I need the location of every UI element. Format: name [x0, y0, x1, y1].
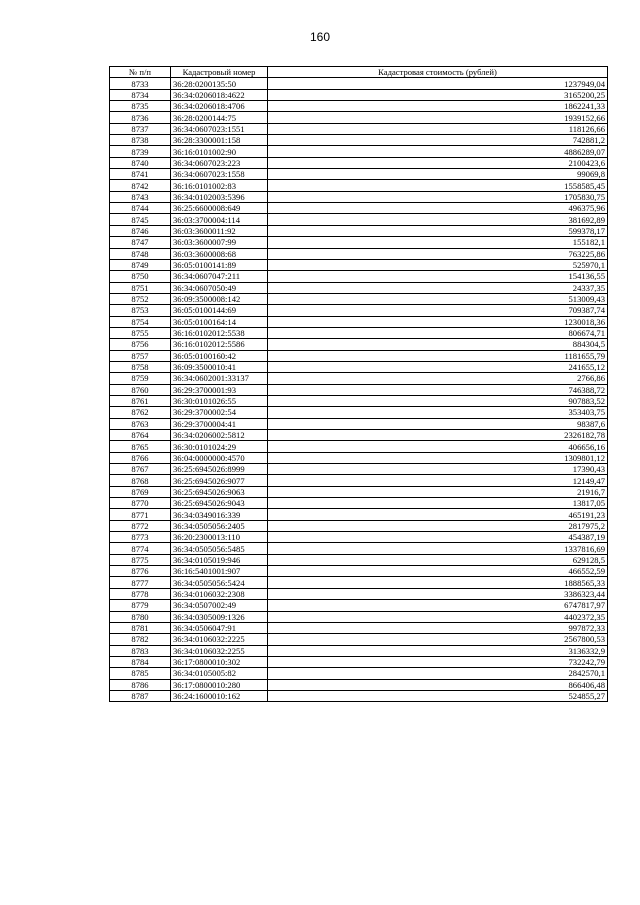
- cadastral-number-cell: 36:34:0505056:2405: [171, 520, 268, 531]
- cadastral-number-cell: 36:03:3600011:92: [171, 225, 268, 236]
- cadastral-value-cell: 599378,17: [268, 225, 608, 236]
- row-number-cell: 8753: [110, 305, 171, 316]
- cadastral-number-cell: 36:25:6600008:649: [171, 203, 268, 214]
- cadastral-number-cell: 36:25:6945026:9077: [171, 475, 268, 486]
- table-row: [110, 543, 608, 554]
- table-row: [110, 554, 608, 565]
- row-number-cell: 8762: [110, 407, 171, 418]
- table-row: [110, 350, 608, 361]
- cadastral-value-cell: 406656,16: [268, 441, 608, 452]
- cadastral-number-cell: 36:28:0200135:50: [171, 78, 268, 89]
- cadastral-number-cell: 36:16:0102012:5538: [171, 327, 268, 338]
- row-number-cell: 8756: [110, 339, 171, 350]
- row-number-cell: 8758: [110, 361, 171, 372]
- table-row: [110, 361, 608, 372]
- cadastral-value-cell: 709387,74: [268, 305, 608, 316]
- cadastral-value-cell: 241655,12: [268, 361, 608, 372]
- table-row: [110, 679, 608, 690]
- cadastral-number-cell: 36:30:0101024:29: [171, 441, 268, 452]
- cadastral-value-cell: 2100423,6: [268, 157, 608, 168]
- cadastral-number-cell: 36:34:0607050:49: [171, 282, 268, 293]
- row-number-cell: 8752: [110, 293, 171, 304]
- cadastral-number-cell: 36:34:0505056:5424: [171, 577, 268, 588]
- table-row: [110, 248, 608, 259]
- row-number-cell: 8780: [110, 611, 171, 622]
- table-row: [110, 112, 608, 123]
- table-row: [110, 373, 608, 384]
- row-number-cell: 8770: [110, 498, 171, 509]
- table-row: [110, 191, 608, 202]
- cadastral-number-cell: 36:34:0506047:91: [171, 622, 268, 633]
- cadastral-value-cell: 1237949,04: [268, 78, 608, 89]
- row-number-cell: 8742: [110, 180, 171, 191]
- header-cadastral-value: Кадастровая стоимость (рублей): [268, 67, 608, 78]
- row-number-cell: 8741: [110, 169, 171, 180]
- table-row: [110, 169, 608, 180]
- cadastral-value-cell: 6747817,97: [268, 600, 608, 611]
- cadastral-number-cell: 36:34:0206018:4706: [171, 101, 268, 112]
- table-row: [110, 259, 608, 270]
- cadastral-value-cell: 465191,23: [268, 509, 608, 520]
- table-row: [110, 464, 608, 475]
- row-number-cell: 8775: [110, 554, 171, 565]
- cadastral-number-cell: 36:29:3700001:93: [171, 384, 268, 395]
- row-number-cell: 8734: [110, 89, 171, 100]
- row-number-cell: 8786: [110, 679, 171, 690]
- cadastral-value-cell: 454387,19: [268, 532, 608, 543]
- cadastral-number-cell: 36:09:3500008:142: [171, 293, 268, 304]
- cadastral-value-cell: 4886289,07: [268, 146, 608, 157]
- cadastral-value-cell: 997872,33: [268, 622, 608, 633]
- cadastral-number-cell: 36:34:0602001:33137: [171, 373, 268, 384]
- cadastral-value-cell: 13817,05: [268, 498, 608, 509]
- cadastral-number-cell: 36:25:6945026:9063: [171, 486, 268, 497]
- row-number-cell: 8739: [110, 146, 171, 157]
- cadastral-number-cell: 36:34:0607023:1558: [171, 169, 268, 180]
- cadastral-number-cell: 36:34:0106032:2225: [171, 634, 268, 645]
- table-row: [110, 611, 608, 622]
- cadastral-number-cell: 36:25:6945026:9043: [171, 498, 268, 509]
- cadastral-value-cell: 884304,5: [268, 339, 608, 350]
- table-row: [110, 656, 608, 667]
- cadastral-number-cell: 36:24:1600010:162: [171, 690, 268, 701]
- cadastral-number-cell: 36:16:0102012:5586: [171, 339, 268, 350]
- cadastral-value-cell: 1337816,69: [268, 543, 608, 554]
- cadastral-value-cell: 1939152,66: [268, 112, 608, 123]
- row-number-cell: 8755: [110, 327, 171, 338]
- cadastral-value-cell: 2766,86: [268, 373, 608, 384]
- table-row: [110, 395, 608, 406]
- row-number-cell: 8750: [110, 271, 171, 282]
- row-number-cell: 8764: [110, 430, 171, 441]
- cadastral-value-cell: 1558585,45: [268, 180, 608, 191]
- cadastral-value-cell: 1705830,75: [268, 191, 608, 202]
- table-row: [110, 498, 608, 509]
- row-number-cell: 8773: [110, 532, 171, 543]
- cadastral-number-cell: 36:17:0800010:280: [171, 679, 268, 690]
- row-number-cell: 8767: [110, 464, 171, 475]
- cadastral-value-cell: 746388,72: [268, 384, 608, 395]
- row-number-cell: 8761: [110, 395, 171, 406]
- cadastral-value-cell: 3165200,25: [268, 89, 608, 100]
- row-number-cell: 8777: [110, 577, 171, 588]
- cadastral-value-cell: 2567800,53: [268, 634, 608, 645]
- cadastral-value-cell: 466552,59: [268, 566, 608, 577]
- table-row: [110, 441, 608, 452]
- table-row: [110, 214, 608, 225]
- table-row: [110, 237, 608, 248]
- table-row: [110, 520, 608, 531]
- cadastral-number-cell: 36:34:0607023:1551: [171, 123, 268, 134]
- cadastral-number-cell: 36:34:0106032:2308: [171, 588, 268, 599]
- cadastral-number-cell: 36:05:0100141:89: [171, 259, 268, 270]
- row-number-cell: 8733: [110, 78, 171, 89]
- row-number-cell: 8740: [110, 157, 171, 168]
- cadastral-value-table: [109, 66, 608, 702]
- cadastral-value-cell: 496375,96: [268, 203, 608, 214]
- cadastral-value-cell: 2817975,2: [268, 520, 608, 531]
- table-row: [110, 339, 608, 350]
- row-number-cell: 8763: [110, 418, 171, 429]
- table-row: [110, 475, 608, 486]
- cadastral-value-cell: 629128,5: [268, 554, 608, 565]
- cadastral-number-cell: 36:05:0100144:69: [171, 305, 268, 316]
- row-number-cell: 8765: [110, 441, 171, 452]
- row-number-cell: 8766: [110, 452, 171, 463]
- cadastral-number-cell: 36:29:3700002:54: [171, 407, 268, 418]
- cadastral-number-cell: 36:34:0305009:1326: [171, 611, 268, 622]
- cadastral-value-cell: 1230018,36: [268, 316, 608, 327]
- cadastral-number-cell: 36:34:0505056:5485: [171, 543, 268, 554]
- row-number-cell: 8768: [110, 475, 171, 486]
- row-number-cell: 8744: [110, 203, 171, 214]
- cadastral-value-cell: 12149,47: [268, 475, 608, 486]
- table-row: [110, 622, 608, 633]
- row-number-cell: 8778: [110, 588, 171, 599]
- row-number-cell: 8751: [110, 282, 171, 293]
- row-number-cell: 8735: [110, 101, 171, 112]
- table-row: [110, 327, 608, 338]
- table-row: [110, 146, 608, 157]
- cadastral-value-cell: 17390,43: [268, 464, 608, 475]
- row-number-cell: 8776: [110, 566, 171, 577]
- cadastral-number-cell: 36:34:0607023:223: [171, 157, 268, 168]
- header-row-number: № п/п: [110, 67, 171, 78]
- cadastral-number-cell: 36:34:0349016:339: [171, 509, 268, 520]
- cadastral-number-cell: 36:03:3600007:99: [171, 237, 268, 248]
- table-row: [110, 600, 608, 611]
- cadastral-value-cell: 513009,43: [268, 293, 608, 304]
- header-cadastral-number: Кадастровый номер: [171, 67, 268, 78]
- cadastral-value-cell: 525970,1: [268, 259, 608, 270]
- table-row: [110, 634, 608, 645]
- row-number-cell: 8783: [110, 645, 171, 656]
- table-row: [110, 486, 608, 497]
- row-number-cell: 8745: [110, 214, 171, 225]
- row-number-cell: 8769: [110, 486, 171, 497]
- cadastral-value-cell: 99069,8: [268, 169, 608, 180]
- cadastral-number-cell: 36:17:0800010:302: [171, 656, 268, 667]
- cadastral-value-cell: 806674,71: [268, 327, 608, 338]
- row-number-cell: 8771: [110, 509, 171, 520]
- cadastral-value-cell: 21916,7: [268, 486, 608, 497]
- cadastral-value-cell: 4402372,35: [268, 611, 608, 622]
- table-row: [110, 203, 608, 214]
- row-number-cell: 8749: [110, 259, 171, 270]
- table-row: [110, 577, 608, 588]
- table-row: [110, 509, 608, 520]
- cadastral-number-cell: 36:34:0206002:5812: [171, 430, 268, 441]
- cadastral-number-cell: 36:16:0101002:90: [171, 146, 268, 157]
- cadastral-number-cell: 36:04:0000000:4570: [171, 452, 268, 463]
- table-row: [110, 89, 608, 100]
- cadastral-number-cell: 36:30:0101026:55: [171, 395, 268, 406]
- cadastral-number-cell: 36:34:0105005:82: [171, 668, 268, 679]
- table-row: [110, 271, 608, 282]
- page-number: 160: [309, 30, 331, 44]
- table-row: [110, 123, 608, 134]
- cadastral-value-cell: 353403,75: [268, 407, 608, 418]
- cadastral-number-cell: 36:34:0607047:211: [171, 271, 268, 282]
- cadastral-value-cell: 2842570,1: [268, 668, 608, 679]
- row-number-cell: 8754: [110, 316, 171, 327]
- cadastral-number-cell: 36:34:0507002:49: [171, 600, 268, 611]
- cadastral-number-cell: 36:34:0206018:4622: [171, 89, 268, 100]
- row-number-cell: 8772: [110, 520, 171, 531]
- table-row: [110, 225, 608, 236]
- table-row: [110, 407, 608, 418]
- cadastral-value-cell: 2326182,78: [268, 430, 608, 441]
- row-number-cell: 8743: [110, 191, 171, 202]
- table-row: [110, 418, 608, 429]
- cadastral-number-cell: 36:09:3500010:41: [171, 361, 268, 372]
- cadastral-number-cell: 36:34:0106032:2255: [171, 645, 268, 656]
- cadastral-value-cell: 1181655,79: [268, 350, 608, 361]
- table-row: [110, 293, 608, 304]
- row-number-cell: 8757: [110, 350, 171, 361]
- row-number-cell: 8747: [110, 237, 171, 248]
- row-number-cell: 8748: [110, 248, 171, 259]
- table-row: [110, 588, 608, 599]
- cadastral-value-cell: 742881,2: [268, 135, 608, 146]
- cadastral-value-cell: 3386323,44: [268, 588, 608, 599]
- row-number-cell: 8774: [110, 543, 171, 554]
- row-number-cell: 8760: [110, 384, 171, 395]
- cadastral-value-cell: 24337,35: [268, 282, 608, 293]
- row-number-cell: 8738: [110, 135, 171, 146]
- row-number-cell: 8737: [110, 123, 171, 134]
- cadastral-number-cell: 36:05:0100160:42: [171, 350, 268, 361]
- cadastral-value-cell: 1862241,33: [268, 101, 608, 112]
- cadastral-value-cell: 524855,27: [268, 690, 608, 701]
- row-number-cell: 8785: [110, 668, 171, 679]
- cadastral-value-cell: 155182,1: [268, 237, 608, 248]
- cadastral-value-cell: 732242,79: [268, 656, 608, 667]
- cadastral-number-cell: 36:20:2300013:110: [171, 532, 268, 543]
- row-number-cell: 8779: [110, 600, 171, 611]
- table-row: [110, 430, 608, 441]
- cadastral-number-cell: 36:29:3700004:41: [171, 418, 268, 429]
- cadastral-value-cell: 907883,52: [268, 395, 608, 406]
- row-number-cell: 8787: [110, 690, 171, 701]
- table-row: [110, 690, 608, 701]
- cadastral-value-cell: 1888565,33: [268, 577, 608, 588]
- cadastral-number-cell: 36:05:0100164:14: [171, 316, 268, 327]
- row-number-cell: 8736: [110, 112, 171, 123]
- cadastral-value-cell: 3136332,9: [268, 645, 608, 656]
- cadastral-number-cell: 36:34:0105019:946: [171, 554, 268, 565]
- table-row: [110, 305, 608, 316]
- cadastral-value-cell: 763225,86: [268, 248, 608, 259]
- cadastral-number-cell: 36:28:3300001:158: [171, 135, 268, 146]
- table-row: [110, 157, 608, 168]
- table-row: [110, 384, 608, 395]
- cadastral-number-cell: 36:16:0101002:83: [171, 180, 268, 191]
- cadastral-number-cell: 36:16:5401001:907: [171, 566, 268, 577]
- table-row: [110, 668, 608, 679]
- cadastral-number-cell: 36:03:3700004:114: [171, 214, 268, 225]
- cadastral-value-cell: 381692,89: [268, 214, 608, 225]
- table-row: [110, 316, 608, 327]
- table-row: [110, 282, 608, 293]
- row-number-cell: 8781: [110, 622, 171, 633]
- table-header-row: [110, 67, 608, 78]
- cadastral-number-cell: 36:03:3600008:68: [171, 248, 268, 259]
- table-row: [110, 452, 608, 463]
- row-number-cell: 8784: [110, 656, 171, 667]
- cadastral-value-cell: 1309801,12: [268, 452, 608, 463]
- cadastral-number-cell: 36:25:6945026:8999: [171, 464, 268, 475]
- table-row: [110, 101, 608, 112]
- cadastral-value-cell: 866406,48: [268, 679, 608, 690]
- cadastral-number-cell: 36:28:0200144:75: [171, 112, 268, 123]
- cadastral-value-cell: 154136,55: [268, 271, 608, 282]
- row-number-cell: 8746: [110, 225, 171, 236]
- table-row: [110, 532, 608, 543]
- cadastral-value-cell: 98387,6: [268, 418, 608, 429]
- cadastral-number-cell: 36:34:0102003:5396: [171, 191, 268, 202]
- table-row: [110, 566, 608, 577]
- cadastral-value-cell: 118126,66: [268, 123, 608, 134]
- row-number-cell: 8782: [110, 634, 171, 645]
- table-row: [110, 645, 608, 656]
- row-number-cell: 8759: [110, 373, 171, 384]
- table-row: [110, 135, 608, 146]
- table-row: [110, 180, 608, 191]
- table-row: [110, 78, 608, 89]
